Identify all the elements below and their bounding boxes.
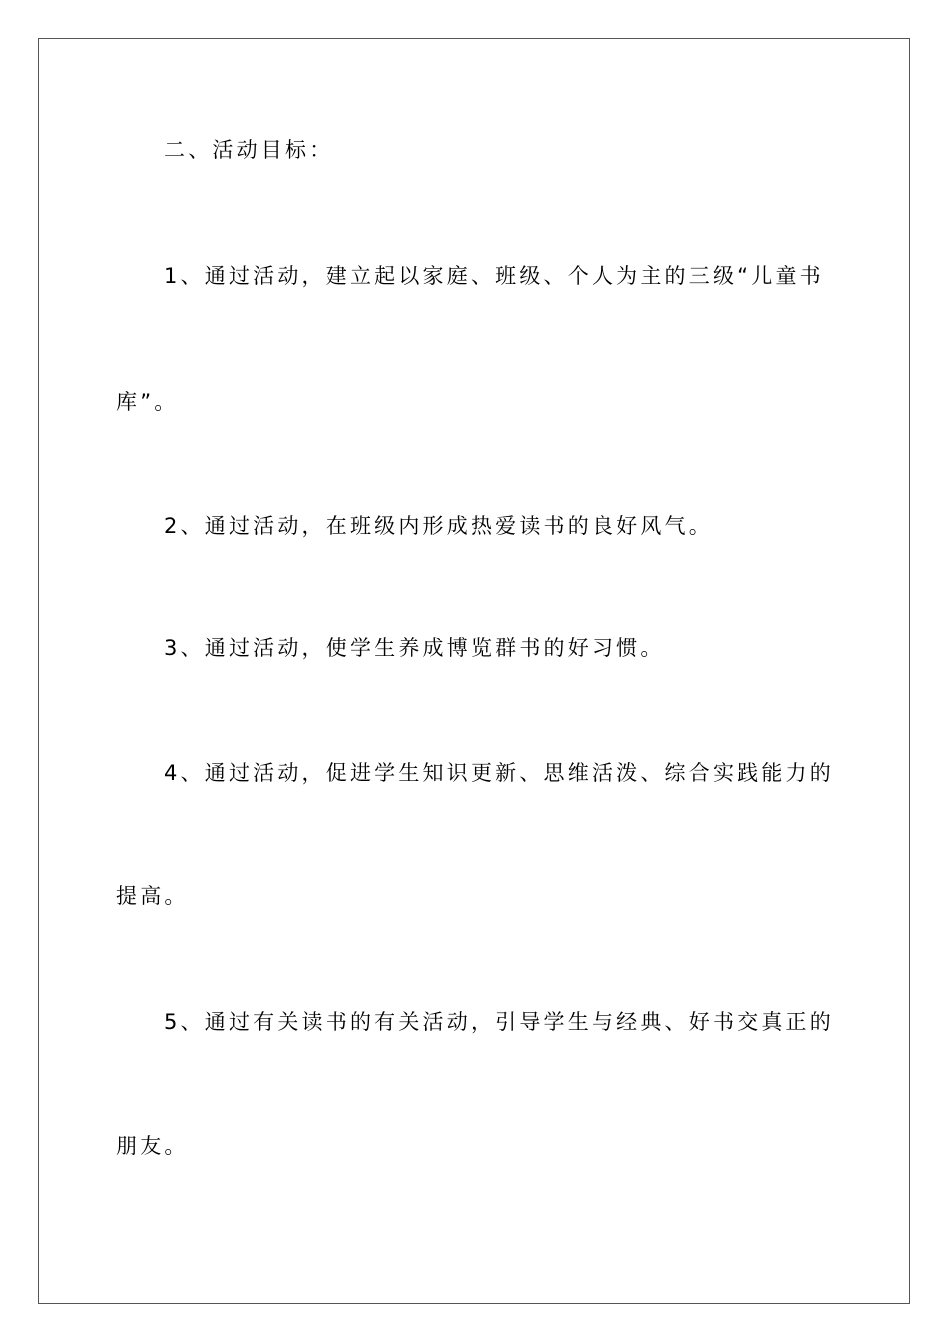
goal-1-line-1: 1、通过活动，建立起以家庭、班级、个人为主的三级“儿童书 <box>164 264 824 288</box>
goal-3: 3、通过活动，使学生养成博览群书的好习惯。 <box>164 636 665 660</box>
goal-4-line-2: 提高。 <box>116 884 189 908</box>
goal-1-line-2: 库”。 <box>116 390 179 414</box>
section-heading: 二、活动目标： <box>164 138 334 162</box>
goal-5-line-2: 朋友。 <box>116 1134 189 1158</box>
goal-4-line-1: 4、通过活动，促进学生知识更新、思维活泼、综合实践能力的 <box>164 761 834 785</box>
goal-2: 2、通过活动，在班级内形成热爱读书的良好风气。 <box>164 514 713 538</box>
goal-5-line-1: 5、通过有关读书的有关活动，引导学生与经典、好书交真正的 <box>164 1010 834 1034</box>
page-frame <box>38 38 910 1304</box>
